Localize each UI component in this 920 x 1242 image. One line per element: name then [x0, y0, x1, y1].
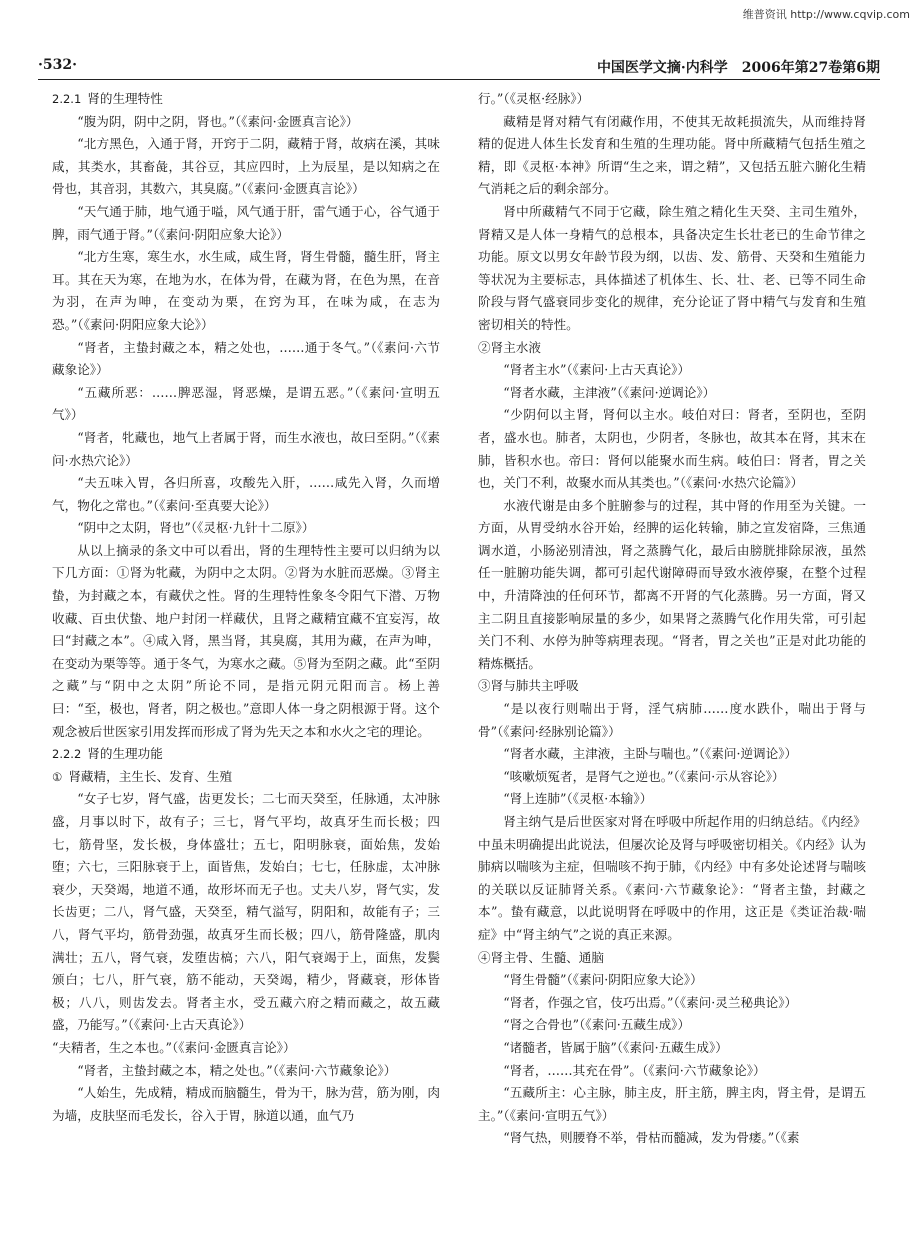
classic-quote: “是以夜行则喘出于肾，淫气病肺……度水跌仆，喘出于肾与骨”（《素问·经脉别论篇》）	[478, 701, 866, 739]
classic-quote: “阴中之太阴，肾也”（《灵枢·九针十二原》）	[77, 520, 315, 536]
classic-quote: “少阴何以主肾，肾何以主水。岐伯对曰：肾者，至阴也，至阴者，盛水也。肺者，太阴也，少阴者，冬脉也，故其本在肾，其末在肺，皆积水也。帝曰：肾何以能聚水而生病。岐伯曰：肾者，胃之关也，关门不利，故聚水而从其类也。”（《素问·水热穴论篇》）	[478, 407, 866, 491]
classic-quote: “肾者水藏，主津液”（《素问·逆调论》）	[503, 384, 716, 400]
page-number: ·532·	[38, 57, 77, 73]
text-line: “夫精者，生之本也。”（《素问·金匮真言论》）	[52, 1039, 296, 1055]
section-title: 肾藏精，主生长、发育、生殖	[68, 768, 233, 784]
section-number: 2.2.1	[52, 92, 82, 106]
classic-quote: “五藏所恶：……脾恶湿，肾恶燥，是谓五恶。”（《素问·宣明五气》）	[52, 384, 440, 423]
classic-quote: “天气通于肺，地气通于嗌，风气通于肝，雷气通于心，谷气通于脾，雨气通于肾。”（《素问·阴阳应象大论》）	[52, 203, 440, 242]
classic-quote: “夫五味入胃，各归所喜，攻酸先入肝，……咸先入肾，久而增气，物化之常也。”（《素问·至真要大论》）	[52, 475, 440, 513]
classic-quote: “北方黑色，入通于肾，开窍于二阴，藏精于肾，故病在溪，其味咸，其类水，其畜彘，其谷豆，其应四时，上为辰星，是以知病之在骨也，其音羽，其数六，其臭腐。”（《素问·金匮真言论》）	[52, 136, 440, 197]
section-heading	[52, 743, 440, 766]
classic-quote: “肾者水藏，主津液，主卧与喘也。”（《素问·逆调论》）	[503, 746, 798, 762]
section-heading	[52, 766, 440, 789]
section-number: ①	[52, 769, 63, 784]
section-number: 2.2.2	[52, 747, 82, 762]
classic-quote: “肾上连肺”（《灵枢·本输》）	[503, 791, 653, 807]
right-column	[478, 88, 866, 1150]
body-paragraph: 从以上摘录的条文中可以看出，肾的生理特性主要可以归纳为以下几方面：①肾为牝藏，为阴中之太阴。②肾为水脏而恶燥。③肾主蛰，为封藏之本，有藏伏之性。肾的生理特性象冬令阳气下潜、万物收藏、百虫伏蛰、地户封闭一样藏伏，且肾之藏精宜藏不宜妄泻，故曰“封藏之本”。④咸入肾，黑当肾，其臭腐，其用为藏，在声为呻，在变动为栗等等。通于冬气，为寒水之藏。⑤肾为至阴之藏。此“至阴之藏”与“阴中之太阴”所论不同，是指元阴元阳而言。杨上善曰：“至，极也，肾者，阴之极也。”意即人体一身之阴根源于肾。这个观念被后世医家引用发挥而形成了肾为先天之本和水火之宅的理论。	[52, 542, 440, 739]
classic-quote: “腹为阴，阴中之阴，肾也。”（《素问·金匮真言论》）	[77, 113, 359, 129]
classic-quote: “肾气热，则腰脊不举，骨枯而髓减，发为骨痿。”（《素	[503, 1130, 800, 1146]
classic-quote: “诸髓者，皆属于脑”（《素问·五藏生成》）	[503, 1039, 728, 1055]
classic-quote: “肾生骨髓”（《素问·阴阳应象大论》）	[503, 972, 703, 988]
classic-quote: “肾者，……其充在骨”。（《素问·六节藏象论》）	[503, 1062, 766, 1078]
text-line: ④肾主骨、生髓、通脑	[478, 949, 604, 965]
classic-quote: “北方生寒，寒生水，水生咸，咸生肾，肾生骨髓，髓生肝，肾主耳。其在天为寒，在地为水，在体为骨，在藏为肾，在色为黑，在音为羽，在声为呻，在变动为栗，在窍为耳，在味为咸，在志为恐。”（《素问·阴阳应象大论》）	[52, 249, 440, 332]
classic-quote: “人始生，先成精，精成而脑髓生，骨为干，脉为营，筋为刚，肉为墙，皮肤坚而毛发长，谷入于胃，脉道以通，血气乃	[52, 1085, 440, 1123]
section-heading	[52, 88, 440, 111]
classic-quote: “肾者主水”（《素问·上古天真论》）	[503, 362, 691, 378]
classic-quote: “肾者，牝藏也，地气上者属于肾，而生水液也，故曰至阴。”（《素问·水热穴论》）	[52, 429, 440, 468]
left-column	[52, 88, 440, 1127]
classic-quote: “五藏所主：心主脉，肺主皮，肝主筋，脾主肉，肾主骨，是谓五主。”（《素问·宣明五气》）	[478, 1085, 866, 1123]
journal-title: 中国医学文摘·内科学 2006年第27卷第6期	[596, 60, 880, 76]
body-paragraph: 藏精是肾对精气有闭藏作用，不使其无故耗损流失，从而维持肾精的促进人体生长发育和生殖的生理功能。肾中所藏精气包括生殖之精，即《灵枢·本神》所谓“生之来，谓之精”，又包括五脏六腑化生精气消耗之后的剩余部分。	[478, 113, 866, 197]
body-paragraph: 肾中所藏精气不同于它藏，除生殖之精化生天癸、主司生殖外，肾精又是人体一身精气的总根本，具备决定生长壮老已的生命节律之功能。原文以男女年龄节段为纲，以齿、发、筋骨、天癸和生殖能力等状况为主要标志，具体描述了机体生、长、壮、老、已等不同生命阶段与肾气盛衰同步变化的规律，充分论证了肾中精气与发育和生殖密切相关的特性。	[478, 203, 866, 332]
classic-quote: “咳嗽烦冤者，是肾气之逆也。”（《素问·示从容论》）	[503, 768, 785, 784]
text-line: ③肾与肺共主呼吸	[478, 678, 579, 694]
text-line: 行。”（《灵枢·经脉》）	[478, 91, 590, 106]
classic-quote: “女子七岁，肾气盛，齿更发长；二七而天癸至，任脉通，太冲脉盛，月事以时下，故有子；三七，肾气平均，故真牙生而长极；四七，筋骨坚，发长极，身体盛壮；五七，阳明脉衰，面始焦，发始堕；六七，三阳脉衰于上，面皆焦，发始白；七七，任脉虚，太冲脉衰少，天癸竭，地道不通，故形坏而无子也。丈夫八岁，肾气实，发长齿更；二八，肾气盛，天癸至，精气溢写，阴阳和，故能有子；三八，肾气平均，筋骨劲强，故真牙生而长极；四八，筋骨隆盛，肌肉满壮；五八，肾气衰，发堕齿槁；六八，阳气衰竭于上，面焦，发鬓颁白；七八，肝气衰，筋不能动，天癸竭，精少，肾藏衰，形体皆极；八八，则齿发去。肾者主水，受五藏六府之精而藏之，故五藏盛，乃能写。”（《素问·上古天真论》）	[52, 791, 440, 1033]
classic-quote: “肾者，作强之官，伎巧出焉。”（《素问·灵兰秘典论》）	[503, 994, 798, 1010]
body-paragraph: 水液代谢是由多个脏腑参与的过程，其中肾的作用至为关键。一方面，从胃受纳水谷开始，经脾的运化转输，肺之宣发宿降，三焦通调水道，小肠泌别清浊，肾之蒸腾气化，最后由膀胱排除尿液，虽然任一脏腑功能失调，都可引起代谢障碍而导致水液停聚，在整个过程中，升清降浊的任何环节，都离不开肾的气化蒸腾。另一方面，肾又主二阴且直接影响尿量的多少，如果肾之蒸腾气化作用失常，可引起关门不利、水停为肿等病理表现。“肾者，胃之关也”正是对此功能的精炼概括。	[478, 497, 866, 671]
body-paragraph: 肾主纳气是后世医家对肾在呼吸中所起作用的归纳总结。《内经》中虽未明确提出此说法，但屡次论及肾与呼吸密切相关。《内经》认为肺病以喘咳为主症，但喘咳不拘于肺，《内经》中有多处论述肾与喘咳的关联以反证肺肾关系。《素问·六节藏象论》：“肾者主蛰，封藏之本”。蛰有藏意，以此说明肾在呼吸中的作用，这正是《类证治裁·喘症》中“肾主纳气”之说的真正来源。	[478, 814, 866, 942]
text-line: ②肾主水液	[478, 339, 541, 355]
classic-quote: “肾者，主蛰封藏之本，精之处也，……通于冬气。”（《素问·六节藏象论》）	[52, 339, 440, 378]
section-title: 肾的生理功能	[87, 746, 163, 762]
watermark-text: 维普资讯 http://www.cqvip.com	[742, 8, 910, 21]
classic-quote: “肾者，主蛰封藏之本，精之处也。”（《素问·六节藏象论》）	[77, 1062, 397, 1078]
section-title: 肾的生理特性	[87, 91, 163, 106]
classic-quote: “肾之合骨也”（《素问·五藏生成》）	[503, 1017, 691, 1033]
page-header	[38, 55, 880, 80]
